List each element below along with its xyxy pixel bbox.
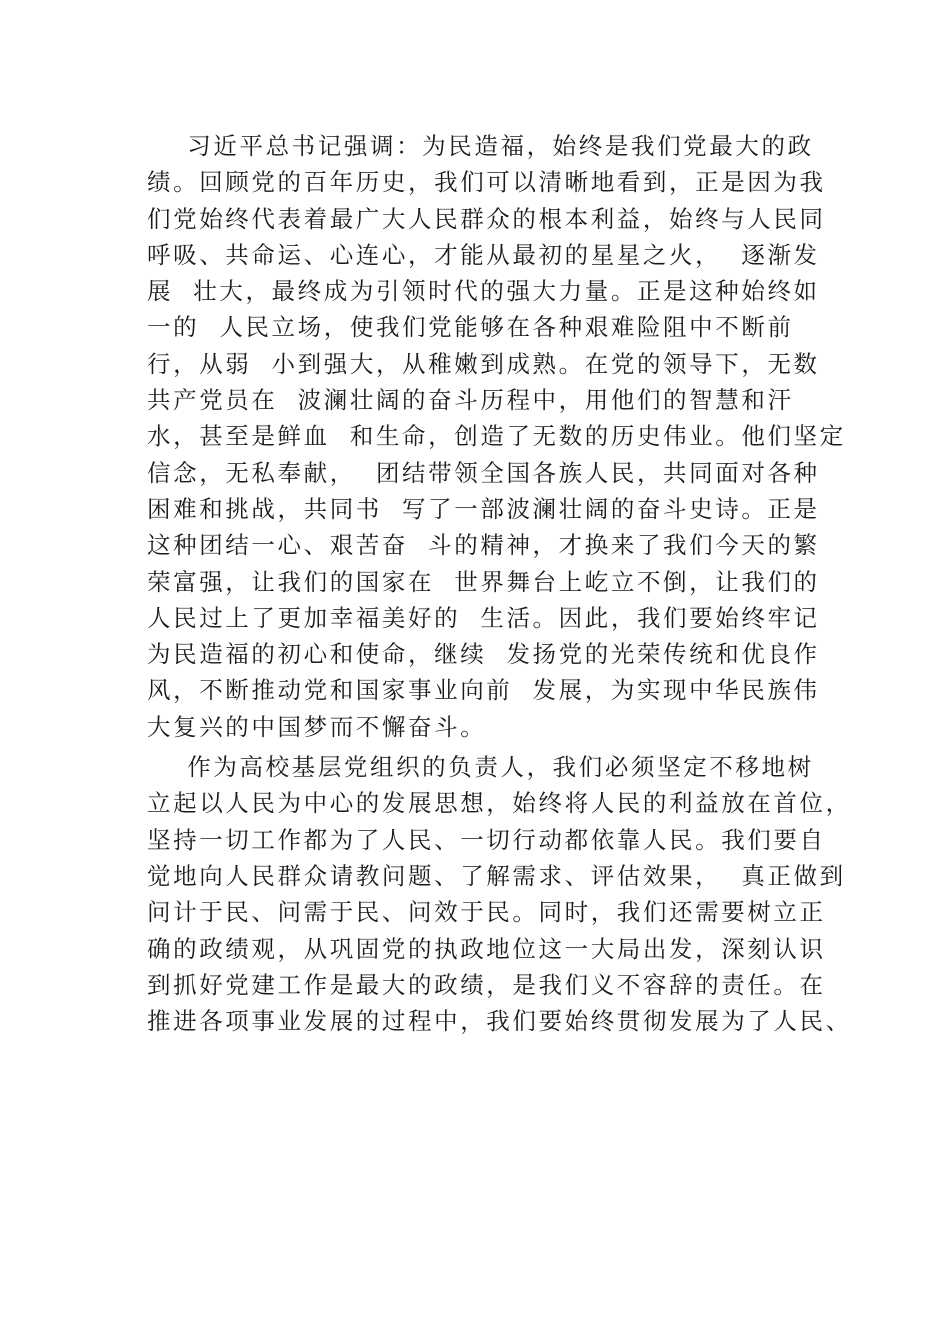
text-line: 觉地向人民群众请教问题、了解需求、评估效果， 真正做到 (147, 861, 846, 890)
text-line: 推进各项事业发展的过程中，我们要始终贯彻发展为了人民、 (147, 1007, 852, 1036)
text-line: 人民过上了更加幸福美好的 生活。因此，我们要始终牢记 (147, 603, 820, 632)
text-line: 风，不断推动党和国家事业向前 发展，为实现中华民族伟 (147, 676, 820, 705)
text-line: 立起以人民为中心的发展思想，始终将人民的利益放在首位， (147, 789, 852, 818)
text-line: 一的 人民立场，使我们党能够在各种艰难险阻中不断前 (147, 313, 794, 342)
text-line: 大复兴的中国梦而不懈奋斗。 (147, 712, 487, 741)
text-line: 困难和挑战，共同书 写了一部波澜壮阔的奋斗史诗。正是 (147, 494, 820, 523)
text-line: 荣富强，让我们的国家在 世界舞台上屹立不倒，让我们的 (147, 567, 820, 596)
text-line: 确的政绩观，从巩固党的执政地位这一大局出发，深刻认识 (147, 934, 826, 963)
text-line: 们党始终代表着最广大人民群众的根本利益，始终与人民同 (147, 204, 826, 233)
body-text (147, 128, 852, 1039)
text-line: 绩。回顾党的百年历史，我们可以清晰地看到，正是因为我 (147, 168, 826, 197)
paragraph-2 (147, 749, 852, 1039)
text-line: 呼吸、共命运、心连心，才能从最初的星星之火， 逐渐发 (147, 240, 820, 269)
text-line: 作为高校基层党组织的负责人，我们必须坚定不移地树 (147, 753, 814, 782)
text-line: 共产党员在 波澜壮阔的奋斗历程中，用他们的智慧和汗 (147, 386, 794, 415)
text-line: 问计于民、问需于民、问效于民。同时，我们还需要树立正 (147, 898, 826, 927)
text-line: 展 壮大，最终成为引领时代的强大力量。正是这种始终如 (147, 277, 820, 306)
text-line: 到抓好党建工作是最大的政绩，是我们义不容辞的责任。在 (147, 970, 826, 999)
text-line: 坚持一切工作都为了人民、一切行动都依靠人民。我们要自 (147, 825, 826, 854)
text-line: 水，甚至是鲜血 和生命，创造了无数的历史伟业。他们坚定 (147, 422, 846, 451)
text-line: 这种团结一心、艰苦奋 斗的精神，才换来了我们今天的繁 (147, 531, 820, 560)
text-line: 习近平总书记强调：为民造福，始终是我们党最大的政 (147, 132, 814, 160)
text-line: 行，从弱 小到强大，从稚嫩到成熟。在党的领导下，无数 (147, 349, 820, 378)
paragraph-1 (147, 128, 846, 745)
text-line: 为民造福的初心和使命，继续 发扬党的光荣传统和优良作 (147, 640, 820, 669)
text-line: 信念，无私奉献， 团结带领全国各族人民，共同面对各种 (147, 458, 820, 487)
